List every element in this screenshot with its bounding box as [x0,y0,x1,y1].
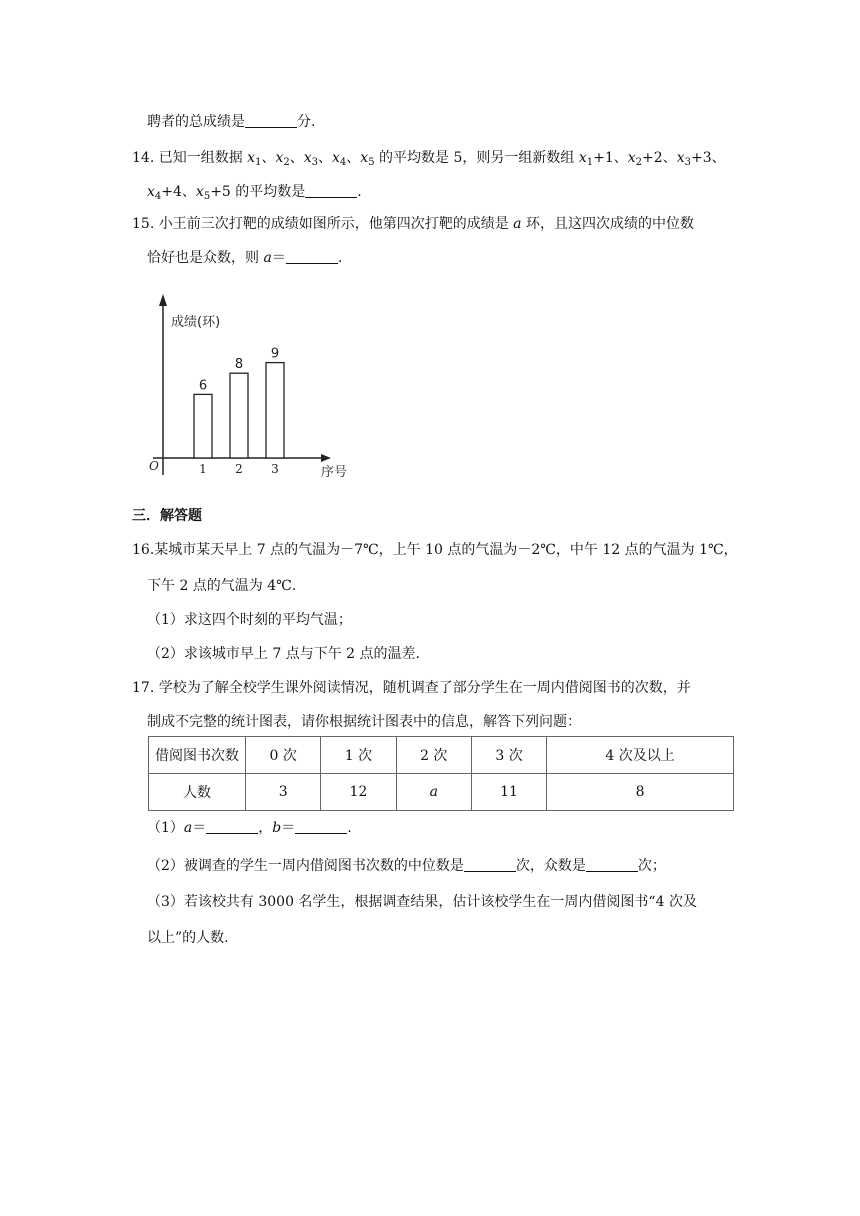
table-cell: 3 [246,774,321,811]
table-header-cell: 0 次 [246,737,321,774]
q14-line1 [132,148,726,168]
q13-tail-line [147,112,315,132]
table-header-cell: 借阅图书次数 [149,737,246,774]
table-header-cell: 2 次 [396,737,471,774]
q14-number: 14. [132,150,155,166]
q14-line2 [147,182,362,202]
x-tick-label: 1 [199,462,207,476]
bar-value-label: 6 [198,378,208,394]
q17-p2-text-c: 次； [637,858,666,874]
q17-p1-label-a: （1）a＝ [147,820,207,836]
table-cell: 8 [547,774,734,811]
q17-data-table [148,736,734,811]
y-axis-label: 成绩(环) [171,315,221,330]
q17-part2 [147,856,666,876]
q16-line1-text: 某城市某天早上 7 点的气温为－7℃，上午 10 点的气温为－2℃，中午 12 点的气温为 1℃， [154,542,738,558]
table-header-row [149,737,734,774]
table-header-cell: 4 次及以上 [547,737,734,774]
q16-line2: 下午 2 点的气温为 4℃. [147,578,297,594]
table-row [149,774,734,811]
q16-line1 [132,540,738,560]
q17-b-blank[interactable] [295,819,347,834]
bars-group [194,347,284,476]
q17-p2-text-a: （2）被调查的学生一周内借阅图书次数的中位数是 [147,858,464,874]
q17-mode-blank[interactable] [586,857,638,872]
section-heading: 三．解答题 [132,508,202,524]
q17-p2-text-b: 次，众数是 [515,858,586,874]
q14-line2-text: $x_4+4$、$x_5+5$ 的平均数是 [147,184,306,202]
q13-tail-text: 聘者的总成绩是 [147,114,245,130]
q17-line1-text: 学校为了解全校学生课外阅读情况，随机调查了部分学生在一周内借阅图书的次数，并 [158,680,691,696]
bar-value-label: 8 [234,357,244,373]
q14-answer-blank[interactable] [305,183,357,198]
q17-part3-line1: （3）若该校共有 3000 名学生，根据调查结果，估计该校学生在一周内借阅图书“4 次及 [147,894,697,910]
q15-number: 15. [132,216,155,232]
bar-3 [266,363,284,458]
q16-part2: （2）求该城市早上 7 点与下午 2 点的温差. [147,646,420,662]
q13-tail-end: 分. [297,114,316,130]
table-cell: a [396,774,471,811]
q15-line1 [132,214,694,234]
q17-part3-line2: 以上”的人数. [147,930,229,946]
q15-line1-text: 小王前三次打靶的成绩如图所示，他第四次打靶的成绩是 a 环，且这四次成绩的中位数 [158,216,694,232]
q17-line1 [132,678,691,698]
q16-number: 16. [132,542,155,558]
q14-line1-text: 已知一组数据 $x_1$、$x_2$、$x_3$、$x_4$、$x_5$ 的平均数是 5，则另一组新数组 $x_1+1$、$x_2+2$、$x_3+3$、 [158,150,726,168]
q17-line2: 制成不完整的统计图表，请你根据统计图表中的信息，解答下列问题： [147,714,581,730]
x-tick-label: 3 [271,462,279,476]
table-cell: 11 [471,774,546,811]
origin-label: O [149,459,159,473]
x-axis-label: 序号 [321,465,348,480]
q16-part1: （1）求这四个时刻的平均气温； [147,612,352,628]
x-tick-label: 2 [235,462,243,476]
q17-p1-end: . [347,820,352,836]
x-axis-arrow [321,454,331,462]
table-header-cell: 1 次 [321,737,396,774]
bar-1 [194,394,212,458]
y-axis-arrow [159,294,167,306]
q15-end: . [337,250,343,266]
q17-p1-sep: ，b＝ [258,820,296,836]
q17-median-blank[interactable] [464,857,516,872]
q15-line2 [147,248,342,268]
q17-part1 [147,818,352,838]
table-cell: 12 [321,774,396,811]
q14-end: . [357,184,362,200]
bar-value-label: 9 [270,346,280,362]
bar-2 [230,373,248,458]
q15-line2-text: 恰好也是众数，则 a＝ [147,250,286,266]
q13-answer-blank[interactable] [245,113,297,128]
q17-a-blank[interactable] [206,819,258,834]
table-header-cell: 3 次 [471,737,546,774]
q15-bar-chart [147,280,355,488]
q15-answer-blank[interactable] [286,249,338,264]
q17-number: 17. [132,680,155,696]
table-cell: 人数 [149,774,246,811]
